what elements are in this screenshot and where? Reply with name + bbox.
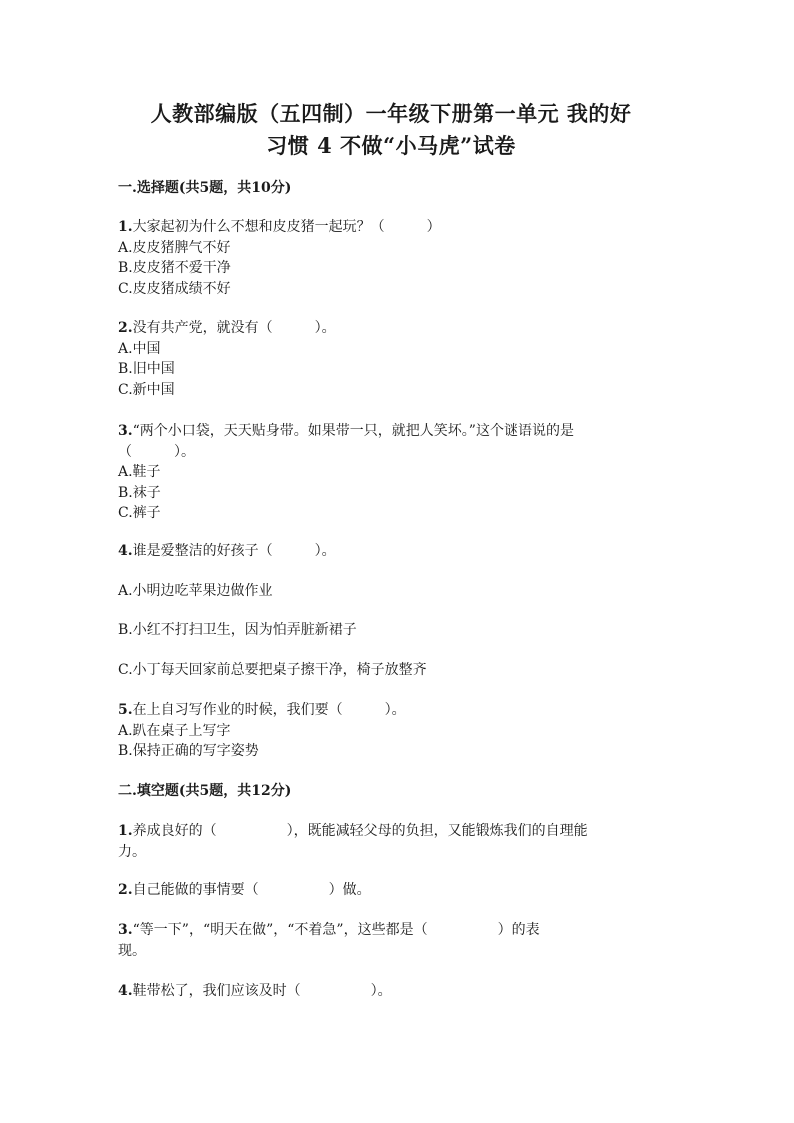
question-stem: 养成良好的（ ），既能减轻父母的负担，又能锻炼我们的自理能 <box>132 823 588 839</box>
question-1-2 <box>118 318 664 400</box>
option-b: B.保持正确的写字姿势 <box>118 743 259 759</box>
question-2-1 <box>118 821 664 862</box>
question-number: 3. <box>118 423 133 439</box>
exam-title-line-1: 人教部编版（五四制）一年级下册第一单元 我的好 <box>150 101 632 126</box>
question-stem: “等一下”，“明天在做”，“不着急”，这些都是（ ）的表 <box>132 922 540 938</box>
question-stem: 自己能做的事情要（ ）做。 <box>132 882 371 898</box>
question-stem: 大家起初为什么不想和皮皮猪一起玩？（ ） <box>132 219 441 235</box>
question-number: 2. <box>118 320 133 336</box>
question-number: 3. <box>118 922 133 938</box>
option-c: C.裤子 <box>118 505 161 521</box>
question-stem-continued: （ ）。 <box>118 443 195 460</box>
section-fill-blank <box>118 781 664 801</box>
question-number: 4. <box>118 983 133 999</box>
question-1-5 <box>118 700 664 762</box>
option-a: A.小明边吃苹果边做作业 <box>118 582 273 599</box>
section-choice <box>118 178 664 198</box>
section-heading-fill-blank: 二.填空题(共5题，共12分) <box>118 783 292 799</box>
option-b: B.皮皮猪不爱干净 <box>118 260 231 276</box>
option-b: B.旧中国 <box>118 361 175 377</box>
option-a: A.皮皮猪脾气不好 <box>118 239 231 256</box>
question-stem: 在上自习写作业的时候，我们要（ ）。 <box>132 702 406 718</box>
question-stem: 鞋带松了，我们应该及时（ ）。 <box>132 983 392 999</box>
question-stem: 谁是爱整洁的好孩子（ ）。 <box>132 543 336 559</box>
question-1-1 <box>118 217 664 299</box>
question-number: 5. <box>118 702 133 718</box>
question-stem-continued: 力。 <box>118 843 146 860</box>
question-stem: “两个小口袋，天天贴身带。如果带一只，就把人笑坏。”这个谜语说的是 <box>132 423 574 439</box>
option-b: B.小红不打扫卫生，因为怕弄脏新裙子 <box>118 622 357 638</box>
question-1-4 <box>118 541 664 680</box>
question-stem-continued: 现。 <box>118 942 146 959</box>
question-2-2 <box>118 880 664 901</box>
option-b: B.袜子 <box>118 484 161 501</box>
exam-title <box>118 0 664 162</box>
exam-title-line-2: 习惯 4 不做“小马虎”试卷 <box>266 133 516 158</box>
question-number: 1. <box>118 219 133 235</box>
option-c: C.小丁每天回家前总要把桌子擦干净，椅子放整齐 <box>118 661 427 678</box>
question-number: 2. <box>118 882 133 898</box>
question-number: 4. <box>118 543 133 559</box>
option-c: C.皮皮猪成绩不好 <box>118 280 231 297</box>
option-c: C.新中国 <box>118 381 175 398</box>
option-a: A.趴在桌子上写字 <box>118 722 231 739</box>
question-1-3 <box>118 421 664 524</box>
question-stem: 没有共产党，就没有（ ）。 <box>132 320 336 336</box>
question-2-4 <box>118 981 664 1002</box>
section-heading-choice: 一.选择题(共5题，共10分) <box>118 180 292 196</box>
option-a: A.鞋子 <box>118 464 161 480</box>
question-number: 1. <box>118 823 133 839</box>
option-a: A.中国 <box>118 340 161 357</box>
question-2-3 <box>118 920 664 961</box>
